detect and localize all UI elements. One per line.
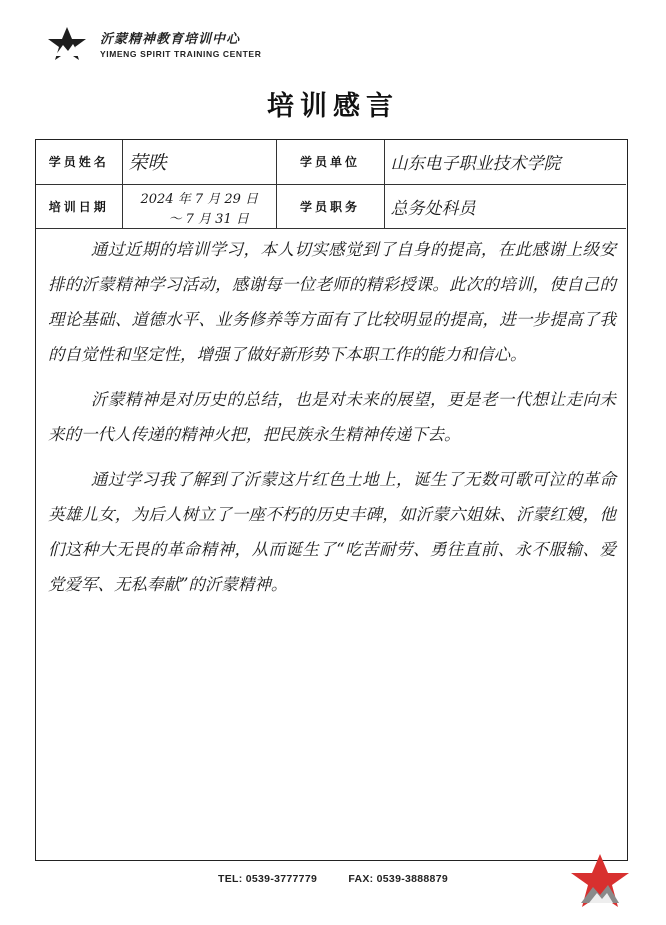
reflection-paragraph-2: 沂蒙精神是对历史的总结，也是对未来的展望，更是老一代想让走向未来的一代人传递的精神火把，把民族永生精神传递下去。 <box>48 390 616 444</box>
star-mountain-logo-icon <box>46 26 88 62</box>
table-row <box>36 184 626 228</box>
logo-english-name: YIMENG SPIRIT TRAINING CENTER <box>100 49 262 59</box>
table-row <box>36 140 626 184</box>
position-value: 总务处科员 <box>384 184 626 228</box>
reflection-text <box>36 232 626 602</box>
red-star-mountain-icon <box>567 852 633 912</box>
letterhead <box>40 22 300 70</box>
feedback-form <box>35 139 628 861</box>
reflection-paragraph-1: 通过近期的培训学习，本人切实感觉到了自身的提高，在此感谢上级安排的沂蒙精神学习活动，感谢每一位老师的精彩授课。此次的培训，使自己的理论基础、道德水平、业务修养等方面有了比较明显的提高，进一步提高了我的自觉性和坚定性，增强了做好新形势下本职工作的能力和信心。 <box>48 240 616 364</box>
date-end: ～ 7 月 31 日 <box>168 211 249 227</box>
page-title: 培训感言 <box>267 91 399 122</box>
date-value <box>122 184 276 228</box>
date-label: 培训日期 <box>36 184 122 228</box>
name-label: 学员姓名 <box>36 140 122 184</box>
unit-value: 山东电子职业技术学院 <box>384 140 626 184</box>
info-table <box>36 140 626 229</box>
tel-number: TEL: 0539-3777779 <box>218 873 318 885</box>
position-label: 学员职务 <box>276 184 384 228</box>
reflection-paragraph-3: 通过学习我了解到了沂蒙这片红色土地上，诞生了无数可歌可泣的革命英雄儿女，为后人树立了一座不朽的历史丰碑，如沂蒙六姐妹、沂蒙红嫂，他们这种大无畏的革命精神，从而诞生了“吃苦耐劳、勇往直前、永不服输、爱党爱军、无私奉献”的沂蒙精神。 <box>48 470 616 594</box>
fax-number: FAX: 0539-3888879 <box>348 873 448 885</box>
name-value: 荣昳 <box>122 140 276 184</box>
logo-chinese-name: 沂蒙精神教育培训中心 <box>100 32 241 47</box>
date-start: 2024 年 7 月 29 日 <box>140 191 259 207</box>
unit-label: 学员单位 <box>276 140 384 184</box>
